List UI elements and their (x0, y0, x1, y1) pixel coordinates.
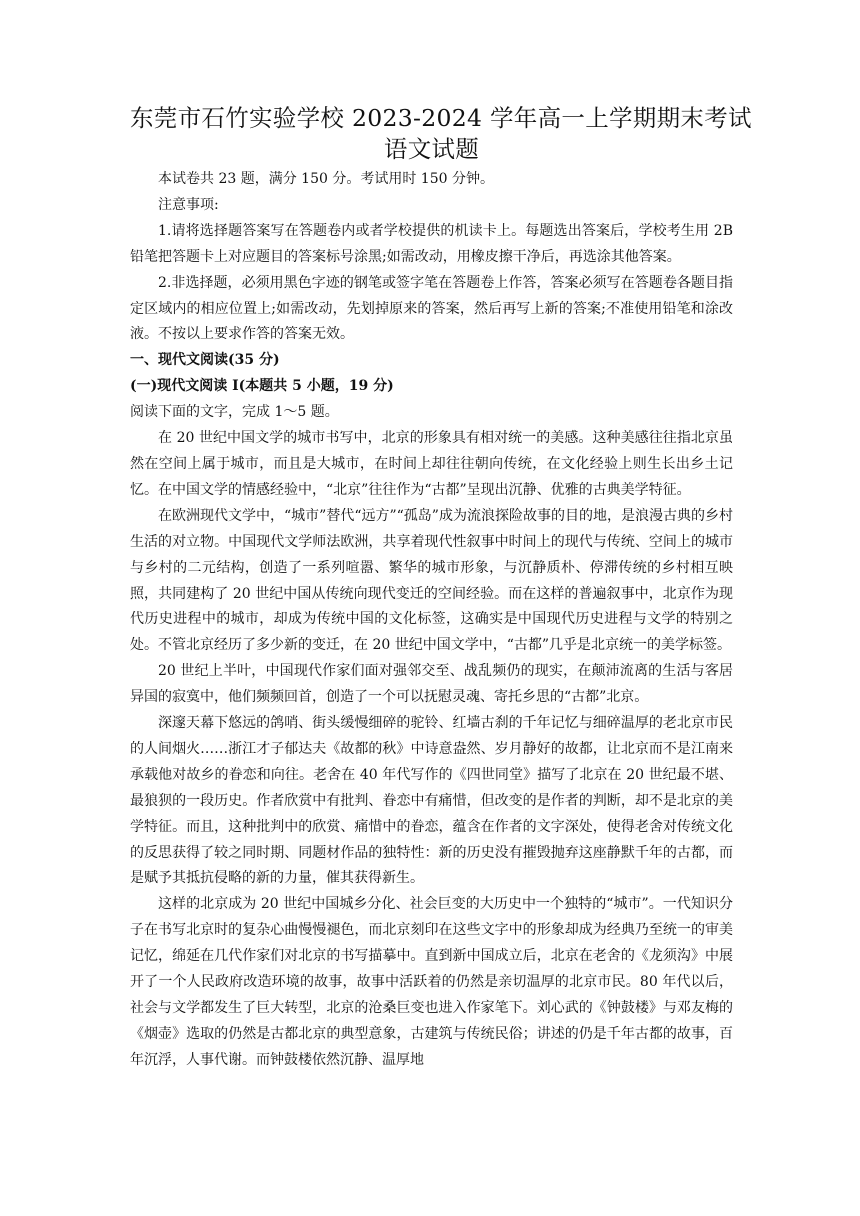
notice-item-2: 2.非选择题，必须用黑色字迹的钢笔或签字笔在答题卷上作答，答案必须写在答题卷各题目指定区域内的相应位置上;如需改动，先划掉原来的答案，然后再写上新的答案;不准使用铅笔和涂改液。不按以上要求作答的答案无效。 (130, 274, 733, 343)
exam-info: 本试卷共 23 题，满分 150 分。考试用时 150 分钟。 (158, 171, 494, 187)
section-heading: 一、现代文阅读(35 分) (130, 352, 280, 369)
passage-paragraph: 这样的北京成为 20 世纪中国城乡分化、社会巨变的大历史中一个独特的“城市”。一代知识分子在书写北京时的复杂心曲慢慢褪色，而北京刻印在这些文字中的形象却成为经典乃至统一的审美记忆，绵延在几代作家们对北京的书写描摹中。直到新中国成立后，北京在老舍的《龙须沟》中展开了一个人民政府改造环境的故事，故事中活跃着的仍然是亲切温厚的北京市民。80 年代以后，社会与文学都发生了巨大转型，北京的沧桑巨变也进入作家笔下。刘心武的《钟鼓楼》与邓友梅的《烟壶》选取的仍然是古都北京的典型意象，古建筑与传统民俗；讲述的仍是千年古都的故事，百年沉浮，人事代谢。而钟鼓楼依然沉静、温厚地 (130, 896, 733, 1068)
passage-paragraph: 在 20 世纪中国文学的城市书写中，北京的形象具有相对统一的美感。这种美感往往指北京虽然在空间上属于城市，而且是大城市，在时间上却往往朝向传统，在文化经验上则生长出乡土记忆。在中国文学的情感经验中，“北京”往往作为“古都”呈现出沉静、优雅的古典美学特征。 (130, 430, 733, 498)
notice-item-1: 1.请将选择题答案写在答题卷内或者学校提供的机读卡上。每题选出答案后，学校考生用 2B 铅笔把答题卡上对应题目的答案标号涂黑;如需改动，用橡皮擦干净后，再选涂其他答案。 (130, 222, 733, 265)
exam-title-line1: 东莞市石竹实验学校 2023-2024 学年高一上学期期末考试 (130, 104, 752, 132)
passage-paragraph: 在欧洲现代文学中，“城市”替代“远方”“孤岛”成为流浪探险故事的目的地，是浪漫古典的乡村生活的对立物。中国现代文学师法欧洲，共享着现代性叙事中时间上的现代与传统、空间上的城市与乡村的二元结构，创造了一系列喧嚣、繁华的城市形象，与沉静质朴、停滞传统的乡村相互映照，共同建构了 20 世纪中国从传统向现代变迁的空间经验。而在这样的普遍叙事中，北京作为现代历史进程中的城市，却成为传统中国的文化标签，这确实是中国现代历史进程与文学的特别之处。不管北京经历了多少新的变迁，在 20 世纪中国文学中，“古都”几乎是北京统一的美学标签。 (130, 507, 733, 654)
reading-instruction: 阅读下面的文字，完成 1～5 题。 (130, 404, 339, 421)
passage-paragraph: 深邃天幕下悠远的鸽哨、街头缓慢细碎的驼铃、红墙古刹的千年记忆与细碎温厚的老北京市民的人间烟火……浙江才子郁达夫《故都的秋》中诗意盎然、岁月静好的故都，让北京而不是江南来承载他对故乡的眷恋和向往。老舍在 40 年代写作的《四世同堂》描写了北京在 20 世纪最不堪、最狼狈的一段历史。作者欣赏中有批判、眷恋中有痛惜，但改变的是作者的判断，却不是北京的美学特征。而且，这种批判中的欣赏、痛惜中的眷恋，蕴含在作者的文字深处，使得老舍对传统文化的反思获得了较之同时期、同题材作品的独特性：新的历史没有摧毁抛弃这座静默千年的古都，而是赋予其抵抗侵略的新的力量，催其获得新生。 (130, 715, 733, 887)
notice-label: 注意事项: (158, 196, 219, 213)
exam-title (130, 103, 752, 165)
exam-title-line2: 语文试题 (383, 135, 480, 163)
subsection-heading: (一)现代文阅读 I(本题共 5 小题，19 分) (130, 378, 394, 395)
passage-paragraph: 20 世纪上半叶，中国现代作家们面对强邻交至、战乱频仍的现实，在颠沛流离的生活与客居异国的寂寞中，他们频频回首，创造了一个可以抚慰灵魂、寄托乡思的“古都”北京。 (130, 663, 733, 706)
exam-page (130, 103, 752, 1074)
